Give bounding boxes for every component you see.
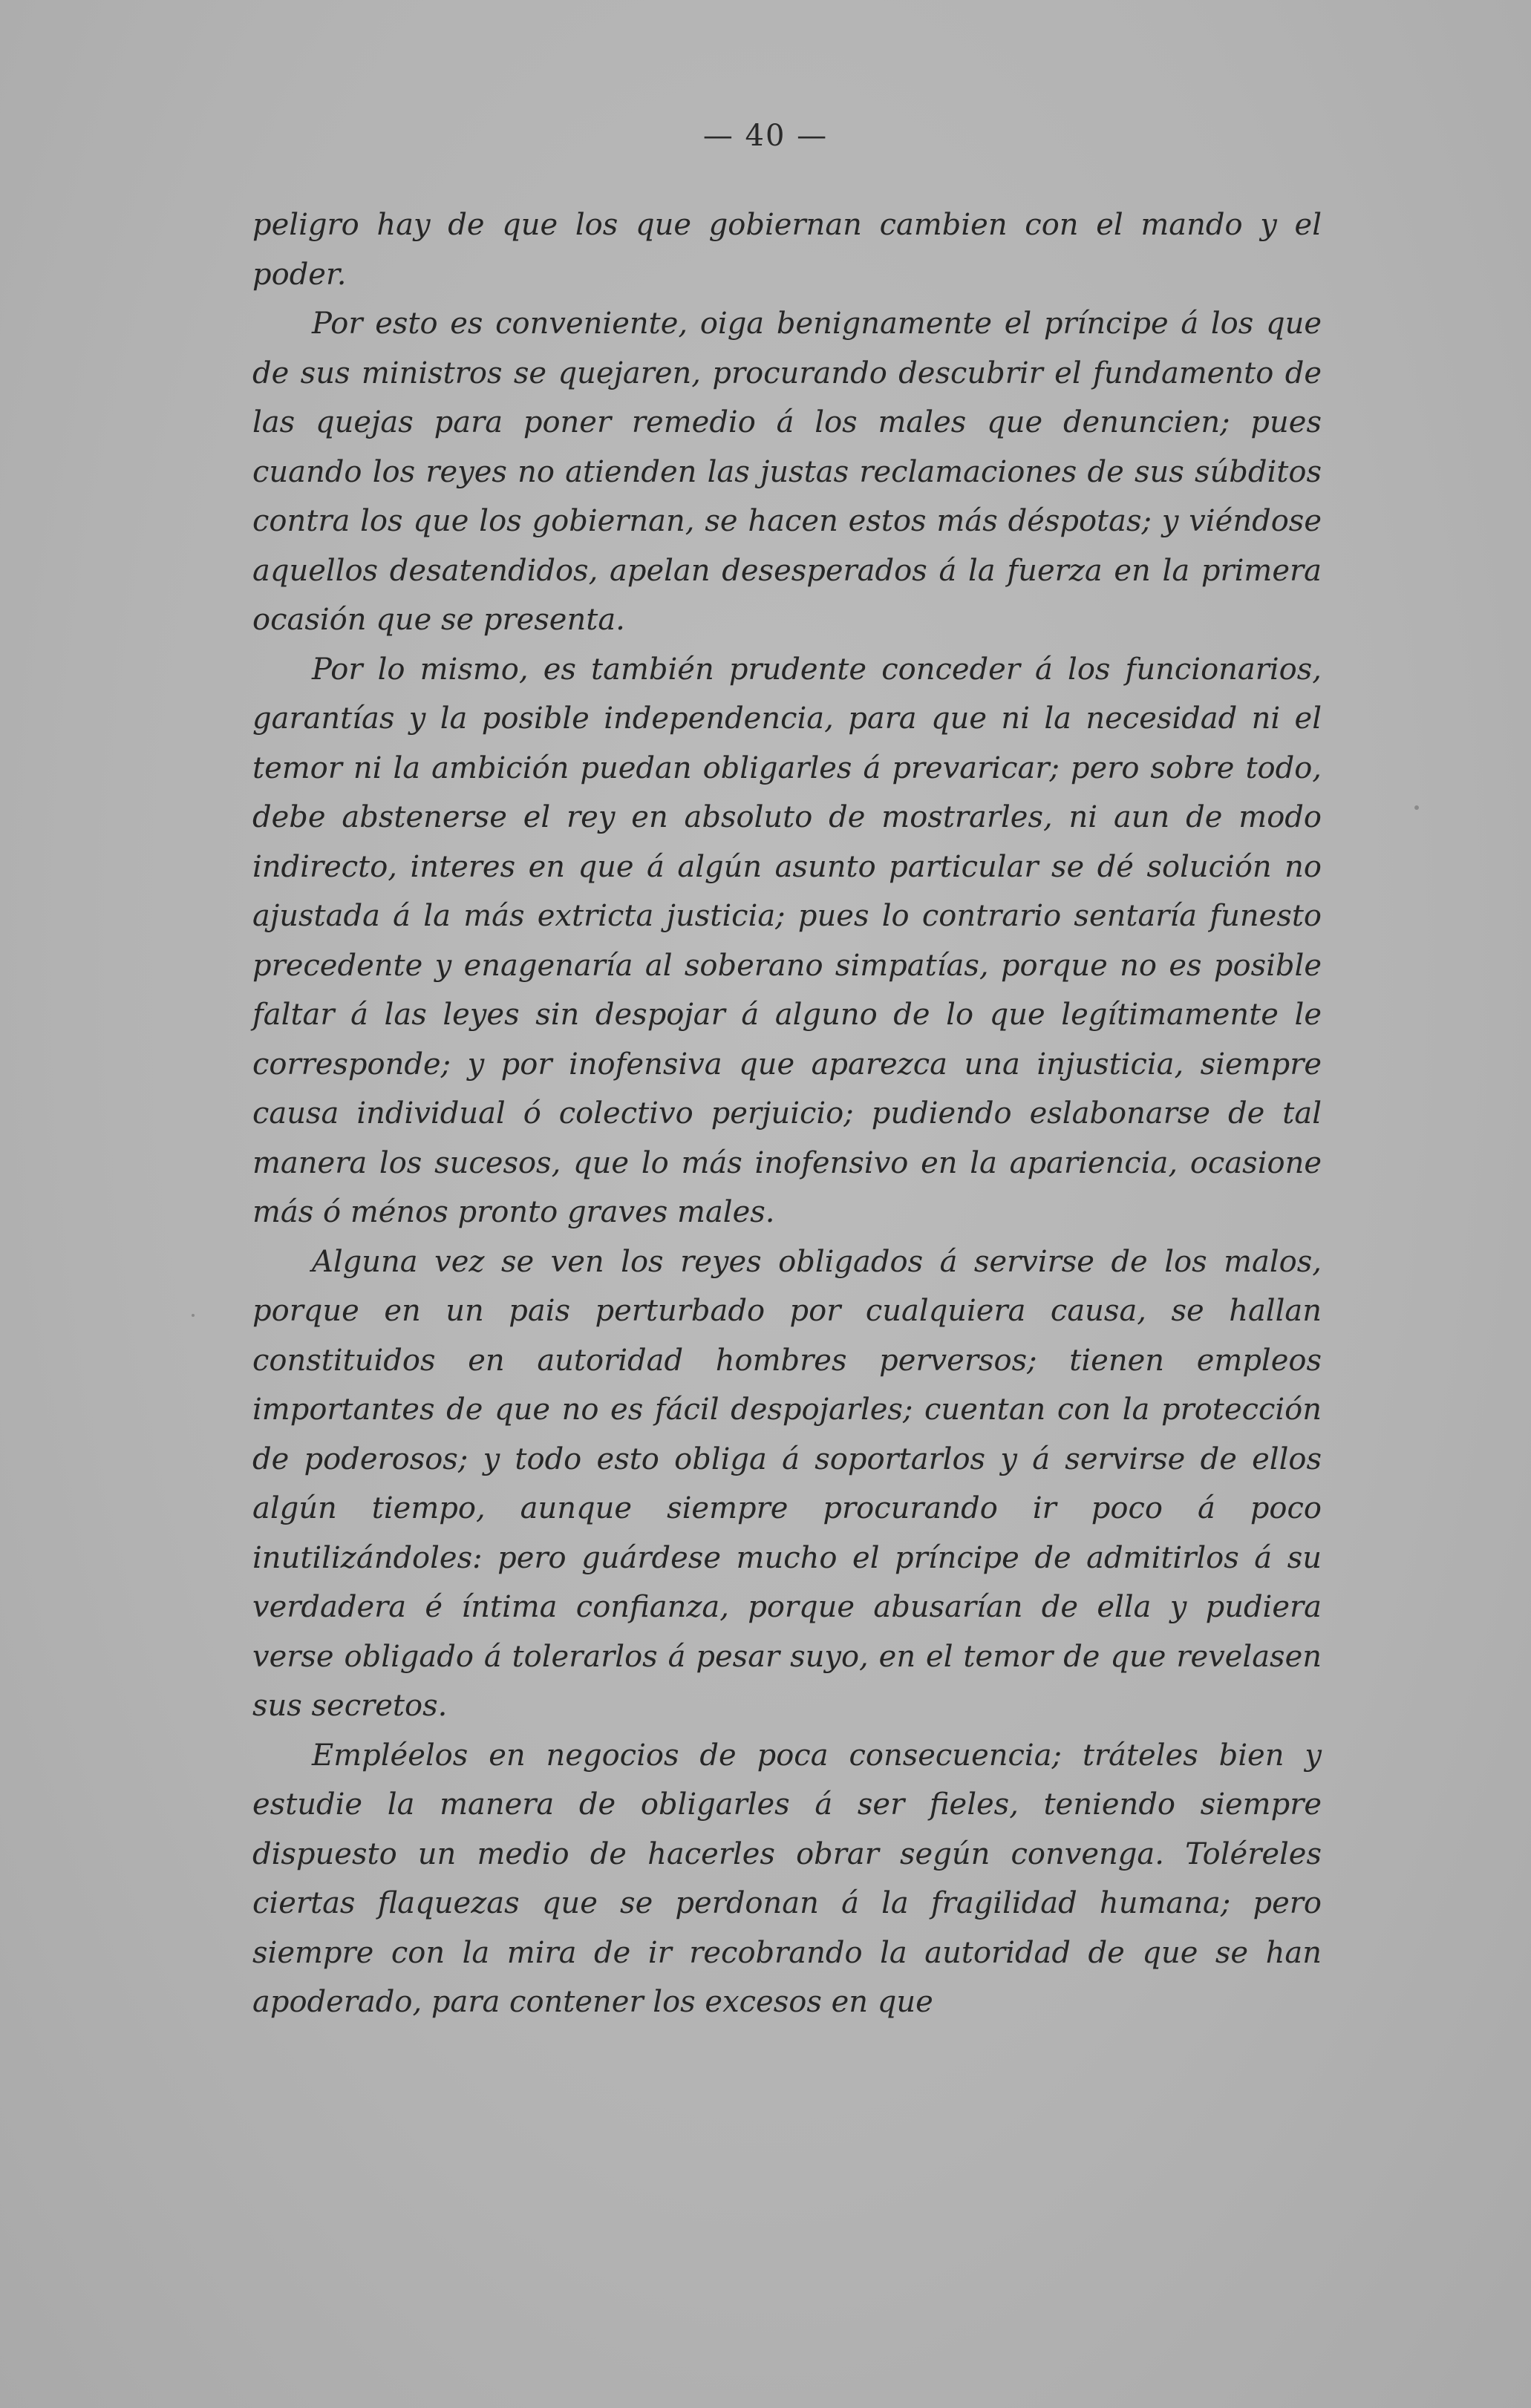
page-number: — 40 — bbox=[702, 119, 829, 153]
paragraph-2: Por esto es conveniente, oiga benignamente el príncipe á los que de sus ministros se quejaren, procurando descubrir el fundamento de las quejas para poner remedio á los males que denuncien; pues cuando los reyes no atienden las justas reclamaciones de sus súbditos contra los que los gobiernan, se hacen estos más déspotas; y viéndose aquellos desatendidos, apelan desesperados á la fuerza en la primera ocasión que se presenta. bbox=[252, 307, 1322, 637]
paper-speck bbox=[192, 1314, 195, 1317]
paper-speck bbox=[1414, 805, 1419, 810]
paragraph-1: peligro hay de que los que gobiernan cambien con el mando y el poder. bbox=[252, 208, 1322, 292]
body-text bbox=[252, 200, 1322, 2027]
paragraph-4: Alguna vez se ven los reyes obligados á servirse de los malos, porque en un pais perturbado por cualquiera causa, se hallan constituidos en autoridad hombres perversos; tienen empleos importantes de que no es fácil despojarles; cuentan con la protección de poderosos; y todo esto obliga á soportarlos y á servirse de ellos algún tiempo, aunque siempre procurando ir poco á poco inutilizándoles: pero guárdese mucho el príncipe de admitirlos á su verdadera é íntima confianza, porque abusarían de ella y pudiera verse obligado á tolerarlos á pesar suyo, en el temor de que revelasen sus secretos. bbox=[252, 1244, 1322, 1723]
paragraph-5: Empléelos en negocios de poca consecuencia; tráteles bien y estudie la manera de obligarles á ser fieles, teniendo siempre dispuesto un medio de hacerles obrar según convenga. Toléreles ciertas flaquezas que se perdonan á la fragilidad humana; pero siempre con la mira de ir recobrando la autoridad de que se han apoderado, para contener los excesos en que bbox=[252, 1738, 1322, 2019]
paragraph-3: Por lo mismo, es también prudente conceder á los funcionarios, garantías y la posible independencia, para que ni la necesidad ni el temor ni la ambición puedan obligarles á prevaricar; pero sobre todo, debe abstenerse el rey en absoluto de mostrarles, ni aun de modo indirecto, interes en que á algún asunto particular se dé solución no ajustada á la más extricta justicia; pues lo contrario sentaría funesto precedente y enagenaría al soberano simpatías, porque no es posible faltar á las leyes sin despojar á alguno de lo que legítimamente le corresponde; y por inofensiva que aparezca una injusticia, siempre causa individual ó colectivo perjuicio; pudiendo eslabonarse de tal manera los sucesos, que lo más inofensivo en la apariencia, ocasione más ó ménos pronto graves males. bbox=[252, 652, 1322, 1229]
